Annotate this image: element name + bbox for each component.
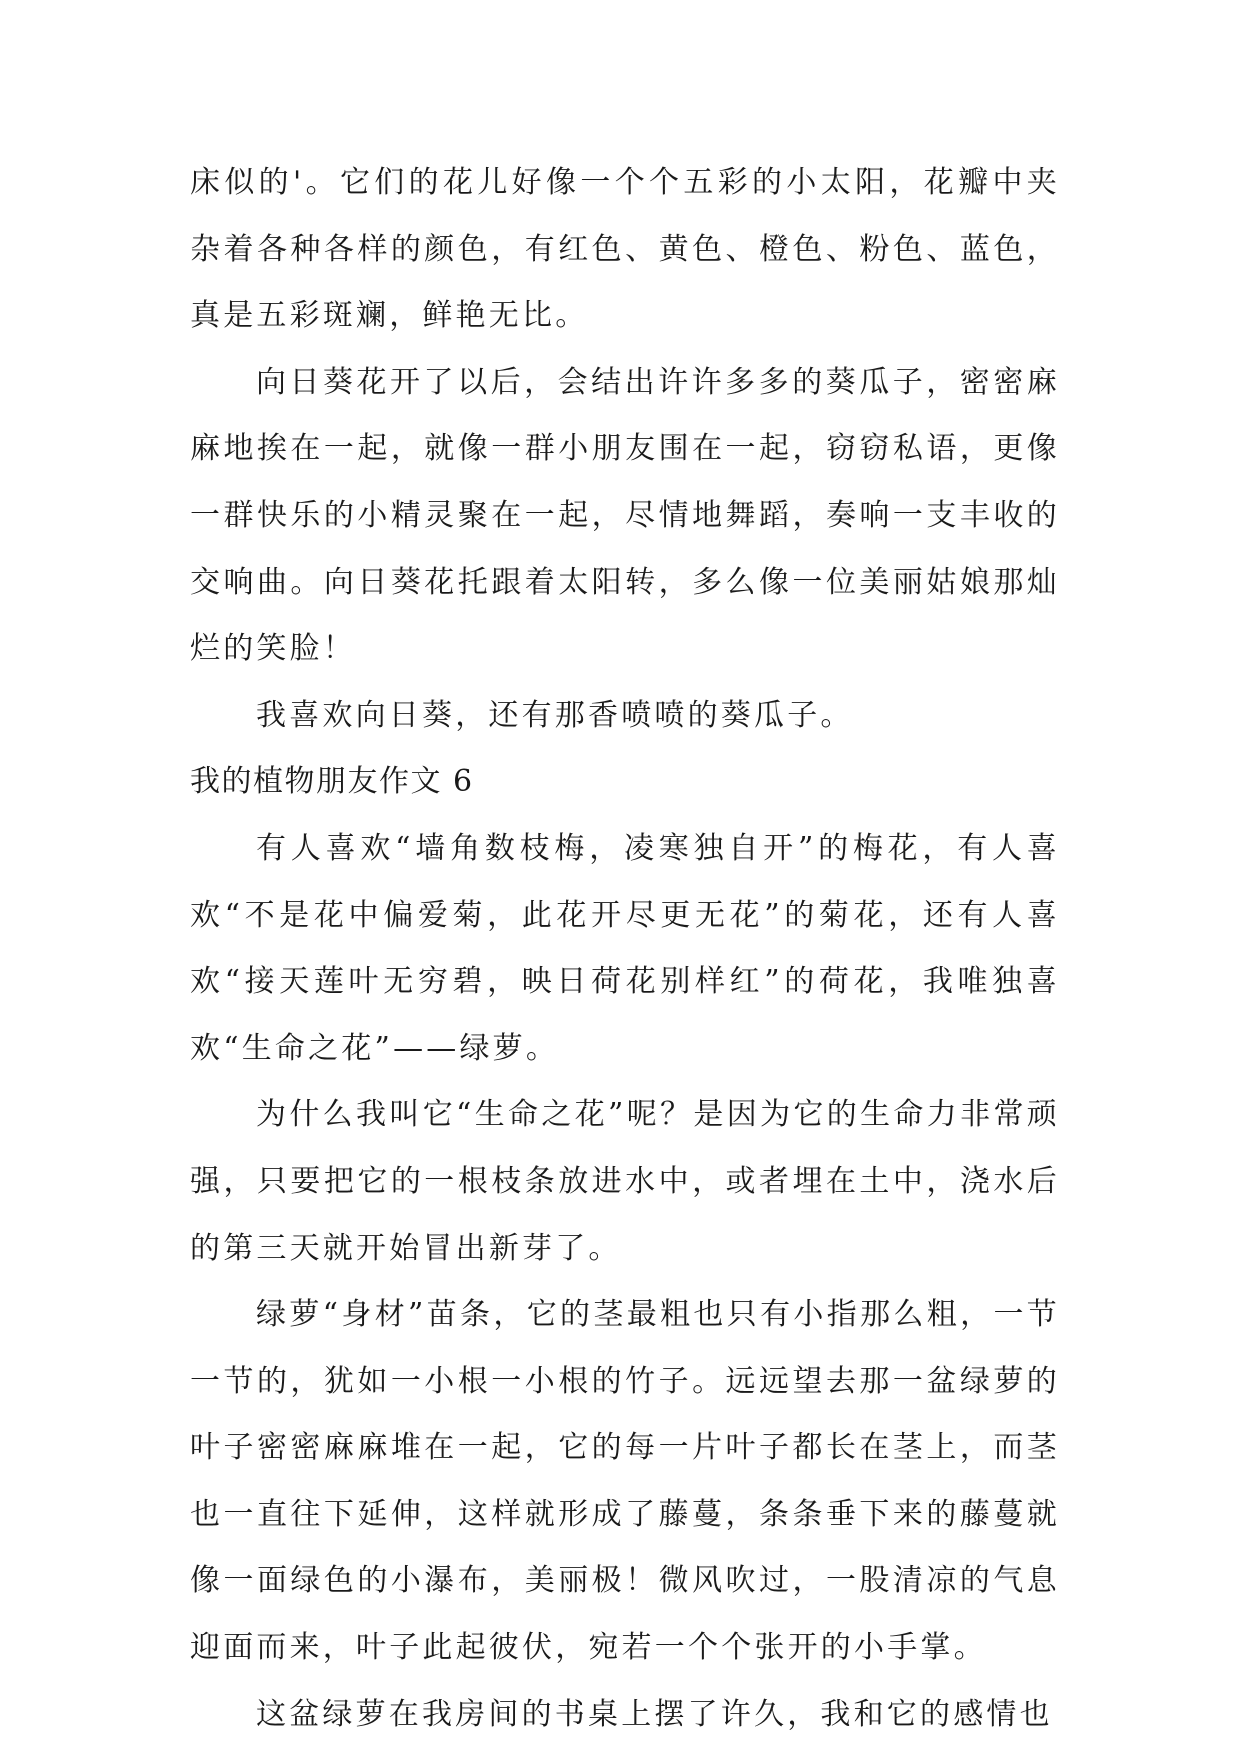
paragraph-pothos-desk: 这盆绿萝在我房间的书桌上摆了许久，我和它的感情也 xyxy=(256,1696,1053,1732)
paragraph-sunflower-colors: 床似的'。它们的花儿好像一个个五彩的小太阳，花瓣中夹杂着各种各样的颜色，有红色、黄色、橙色、粉色、蓝色，真是五彩斑斓，鲜艳无比。 xyxy=(190,165,1060,334)
section-title: 我的植物朋友作文 6 xyxy=(190,764,474,800)
paragraph-life-flower: 为什么我叫它“生命之花”呢？是因为它的生命力非常顽强，只要把它的一根枝条放进水中，或者埋在土中，浇水后的第三天就开始冒出新芽了。 xyxy=(190,1097,1060,1266)
paragraph-sunflower-conclusion: 我喜欢向日葵，还有那香喷喷的葵瓜子。 xyxy=(256,697,854,733)
paragraph-pothos-description: 绿萝“身材”苗条，它的茎最粗也只有小指那么粗，一节一节的，犹如一小根一小根的竹子。远远望去那一盆绿萝的叶子密密麻麻堆在一起，它的每一片叶子都长在茎上，而茎也一直往下延伸，这样就形成了藤蔓，条条垂下来的藤蔓就像一面绿色的小瀑布，美丽极！微风吹过，一股清凉的气息迎面而来，叶子此起彼伏，宛若一个个张开的小手掌。 xyxy=(190,1297,1060,1666)
paragraph-intro-pothos: 有人喜欢“墙角数枝梅，凌寒独自开”的梅花，有人喜欢“不是花中偏爱菊，此花开尽更无花”的菊花，还有人喜欢“接天莲叶无穷碧，映日荷花别样红”的荷花，我唯独喜欢“生命之花”——绿萝。 xyxy=(190,830,1060,1066)
paragraph-sunflower-seeds: 向日葵花开了以后，会结出许许多多的葵瓜子，密密麻麻地挨在一起，就像一群小朋友围在一起，窃窃私语，更像一群快乐的小精灵聚在一起，尽情地舞蹈，奏响一支丰收的交响曲。向日葵花托跟着太阳转，多么像一位美丽姑娘那灿烂的笑脸！ xyxy=(190,364,1060,667)
document-body xyxy=(190,150,1060,1748)
